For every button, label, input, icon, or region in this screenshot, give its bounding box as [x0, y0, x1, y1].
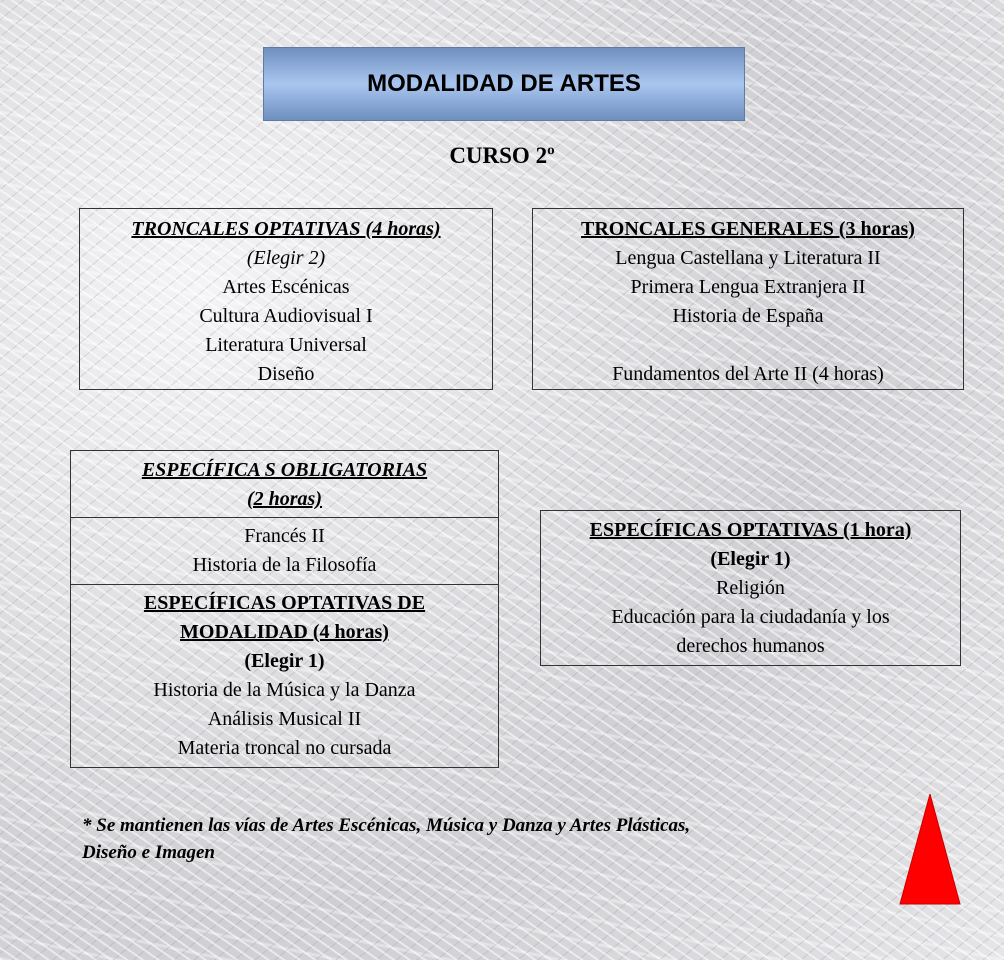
especificas-optativas-header: ESPECÍFICAS OPTATIVAS (1 hora): [589, 519, 912, 541]
troncales-optativas-header: TRONCALES OPTATIVAS (4 horas): [131, 218, 441, 240]
list-item: Lengua Castellana y Literatura II: [615, 247, 881, 269]
especificas-modalidad-header: ESPECÍFICAS OPTATIVAS DE: [143, 592, 426, 614]
especificas-optativas-box: [540, 510, 961, 666]
especificas-modalidad-note: (Elegir 1): [244, 650, 325, 672]
list-item: Cultura Audiovisual I: [199, 305, 373, 327]
list-item: Historia de España: [672, 305, 824, 327]
spacer: [533, 331, 963, 360]
list-item: Primera Lengua Extranjera II: [630, 276, 866, 298]
especificas-obligatorias-box: [70, 450, 499, 768]
especificas-obligatorias-header: ESPECÍFICA S OBLIGATORIAS: [141, 459, 428, 481]
list-item: Materia troncal no cursada: [177, 737, 392, 759]
troncales-generales-header: TRONCALES GENERALES (3 horas): [581, 218, 915, 240]
list-item: Diseño: [257, 363, 315, 385]
troncales-optativas-note: (Elegir 2): [246, 247, 326, 269]
especificas-obligatorias-hours: (2 horas): [246, 488, 322, 510]
course-subtitle: CURSO 2º: [449, 143, 555, 168]
troncales-generales-box: [532, 208, 964, 390]
list-item: Fundamentos del Arte II (4 horas): [612, 363, 884, 385]
troncales-optativas-box: [79, 208, 493, 390]
list-item: Literatura Universal: [205, 334, 367, 356]
list-item: Historia de la Filosofía: [192, 554, 377, 576]
especificas-modalidad-hours: MODALIDAD (4 horas): [180, 621, 389, 643]
list-item: Religión: [716, 577, 785, 599]
list-item: Análisis Musical II: [207, 708, 362, 730]
list-item: Artes Escénicas: [222, 276, 350, 298]
list-item: derechos humanos: [676, 635, 825, 657]
list-item: Historia de la Música y la Danza: [153, 679, 416, 701]
especificas-obligatorias-items: [71, 517, 498, 584]
especificas-optativas-note: (Elegir 1): [710, 548, 791, 570]
list-item: Educación para la ciudadanía y los: [611, 606, 890, 628]
up-arrow-icon[interactable]: [898, 794, 962, 906]
footnote-line: * Se mantienen las vías de Artes Escénicas, Música y Danza y Artes Plásticas,: [82, 815, 691, 836]
list-item: Francés II: [244, 525, 325, 547]
footnote: [82, 812, 882, 866]
page-title: MODALIDAD DE ARTES: [367, 70, 641, 97]
footnote-line: Diseño e Imagen: [82, 842, 215, 863]
especificas-modalidad-section: [71, 584, 498, 763]
especificas-obligatorias-header-section: [71, 451, 498, 517]
title-banner: [264, 48, 744, 120]
